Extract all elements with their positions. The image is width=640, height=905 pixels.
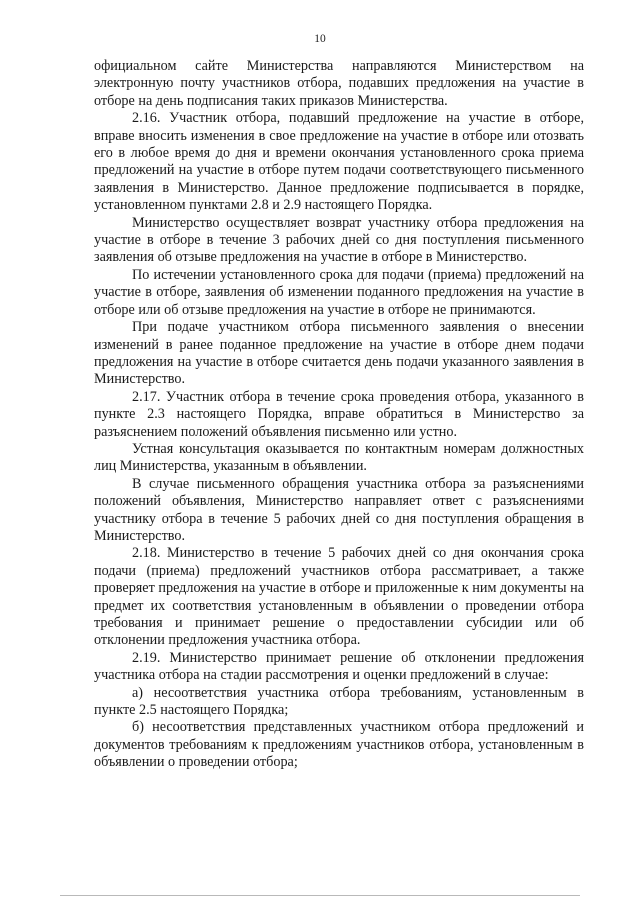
paragraph: официальном сайте Министерства направляются Министерством на электронную почту участников отбора, подавших предложения на участие в отборе на день подписания таких приказов Министерства. <box>94 58 584 109</box>
paragraph: При подаче участником отбора письменного заявления о внесении изменений в ранее поданное предложение на участие в отборе днем подачи предложения на участие в отборе считается день подачи указанного заявления в Министерство. <box>94 319 584 388</box>
paragraph: 2.17. Участник отбора в течение срока проведения отбора, указанного в пункте 2.3 настоящего Порядка, вправе обратиться в Министерство за разъяснением положений объявления письменно или устно. <box>94 388 584 440</box>
page-bottom-edge <box>60 895 580 896</box>
list-item: а) несоответствия участника отбора требованиям, установленным в пункте 2.5 настоящего Порядка; <box>94 684 584 719</box>
paragraph: 2.18. Министерство в течение 5 рабочих дней со дня окончания срока подачи (приема) предложений участников отбора рассматривает, а также проверяет предложения на участие в отборе и приложенные к ним документы на предмет их соответствия установленным в объявлении о проведении отбора требования и принимает решение о предоставлении субсидии или об отклонении предложения участника отбора. <box>94 545 584 649</box>
paragraph: 2.19. Министерство принимает решение об отклонении предложения участника отбора на стадии рассмотрения и оценки предложений в случае: <box>94 649 584 684</box>
paragraph: 2.16. Участник отбора, подавший предложение на участие в отборе, вправе вносить изменения в свое предложение на участие в отборе или отозвать его в любое время до дня и времени окончания установленного срока приема предложений на участие в отборе путем подачи соответствующего письменного заявления в Министерство. Данное предложение подписывается в порядке, установленном пунктами 2.8 и 2.9 настоящего Порядка. <box>94 110 584 214</box>
paragraph: По истечении установленного срока для подачи (приема) предложений на участие в отборе, заявления об изменении поданного предложения на участие в отборе или об отзыве предложения на участие в отборе не принимаются. <box>94 266 584 318</box>
paragraph: Устная консультация оказывается по контактным номерам должностных лиц Министерства, указанным в объявлении. <box>94 440 584 475</box>
list-item: б) несоответствия представленных участником отбора предложений и документов требованиям к предложениям участников отбора, установленным в объявлении о проведении отбора; <box>94 719 584 771</box>
page-number: 10 <box>314 33 326 45</box>
paragraph: Министерство осуществляет возврат участнику отбора предложения на участие в отборе в течение 3 рабочих дней со дня поступления письменного заявления об отзыве предложения на участие в отборе в Министерство. <box>94 214 584 266</box>
document-body <box>94 58 584 772</box>
paragraph: В случае письменного обращения участника отбора за разъяснениями положений объявления, Министерство направляет ответ с разъяснениями участнику отбора в течение 5 рабочих дней со дня поступления обращения в Министерство. <box>94 475 584 544</box>
